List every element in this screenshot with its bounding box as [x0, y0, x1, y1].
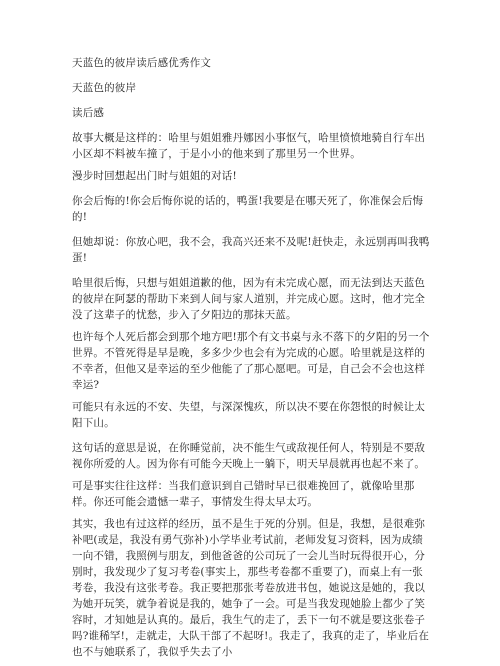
paragraph-recollection: 漫步时回想起出门时与姐姐的对话! — [72, 170, 237, 182]
paragraph-regret: 哈里很后悔，只想与姐姐道歉的他，因为有未完成心愿，而无法到达天蓝色的彼岸在阿瑟的帮助下来到人间与家人道别，并完成心愿。这时，他才完全没了这辈子的忧愁，步入了夕阳边的那抹天蓝。 — [72, 277, 426, 321]
paragraph-sunset-advice: 可能只有永远的不安、失望，与深深愧疚，所以决不要在你怨恨的时候让太阳下山。 — [72, 401, 426, 429]
paragraph-sister-quote: 但她却说：你放心吧，我不会，我高兴还来不及呢!赶快走，永远别再叫我鸭蛋! — [72, 236, 430, 264]
section-heading: 读后感 — [72, 107, 105, 119]
paragraph-reality: 可是事实往往这样：当我们意识到自己错时早已很难挽回了，就像哈里那样。你还可能会遗憾一辈子，事情发生得太早太巧。 — [72, 480, 415, 508]
article-title: 天蓝色的彼岸读后感优秀作文 — [72, 57, 212, 69]
paragraph-story-summary: 故事大概是这样的：哈里与姐姐雅丹娜因小事怄气，哈里愤愤地骑自行车出小区却不料被车撞了，于是小小的他来到了那里另一个世界。 — [72, 132, 426, 160]
paragraph-personal-experience: 其实，我也有过这样的经历，虽不是生于死的分别。但是，我想，是很难弥补吧(或是，我没有勇气弥补)小学毕业考试前，老师发复习资料，因为成绩一向不错，我照例与朋友，到他爸爸的公司玩了一会儿当时玩得很开心，分别时，我发现少了复习考卷(事实上，那些考卷都不重要了)，而桌上有一张考卷，我没有这张考卷。我正要把那张考卷放进书包，她说这是她的，我以为她开玩笑，就争着说是我的，她争了一会。可是当我发现她脸上都少了笑容时，才知她是认真的。最后，我生气的走了，丢下一句不就是要这张卷子吗?谁稀罕!，走就走，大队干部了不起呀!。我走了，我真的走了，毕业后在也不与她联系了，我似乎失去了小 — [72, 518, 430, 658]
book-title: 天蓝色的彼岸 — [72, 82, 137, 94]
paragraph-harry-quote: 你会后悔的!你会后悔你说的话的，鸭蛋!我要是在哪天死了，你准保会后悔的! — [72, 195, 424, 223]
paragraph-explanation: 这句话的意思是说，在你睡觉前，决不能生气或敌视任何人，特别是不要敌视你所爱的人。因为你有可能今天晚上一躺下，明天早晨就再也起不来了。 — [72, 442, 426, 470]
paragraph-reflection: 也许每个人死后都会到那个地方吧!那个有文书桌与永不落下的夕阳的另一个世界。不管死得是早是晚，多多少少也会有为完成的心愿。哈里就是这样的不幸者，但他又是幸运的至少他能了了那心愿吧。可是，自己会不会也这样幸运? — [72, 331, 430, 391]
article-body — [72, 55, 430, 666]
